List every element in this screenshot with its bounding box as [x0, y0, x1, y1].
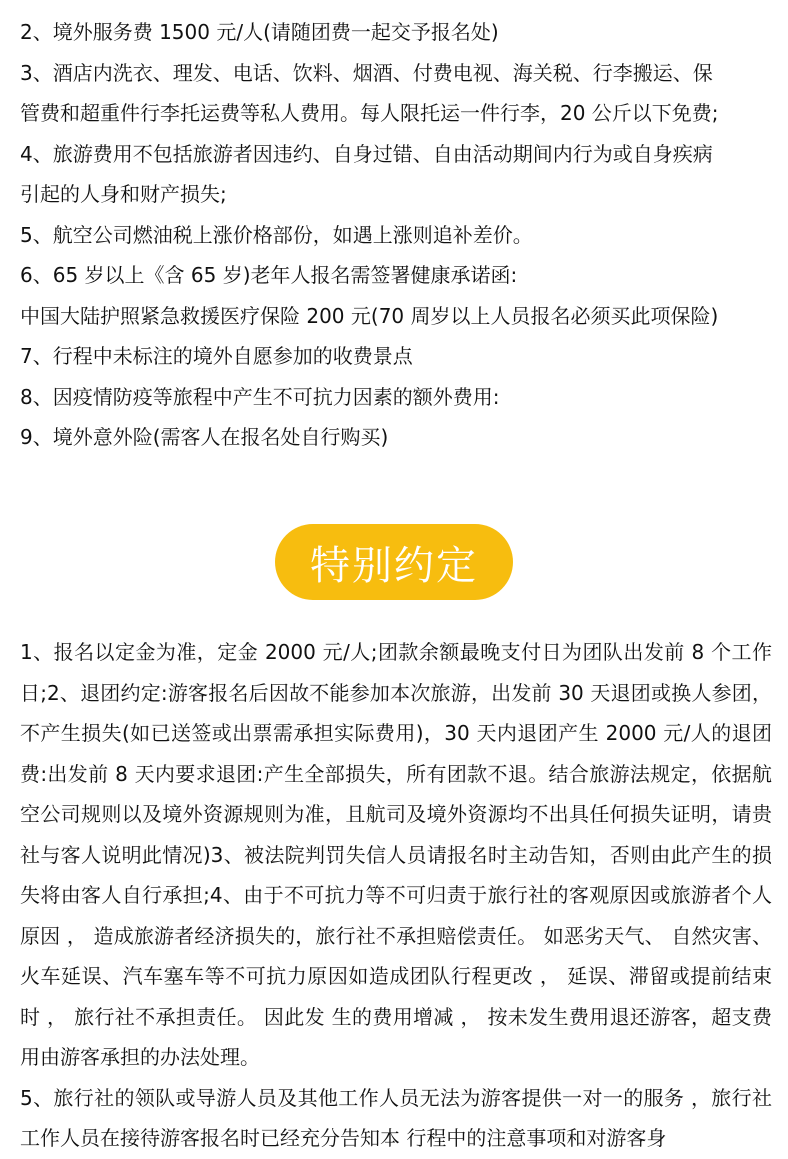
- special-heading-badge: 特别约定: [275, 524, 513, 600]
- exclusion-line: 管费和超重件行李托运费等私人费用。每人限托运一件行李，20 公斤以下免费;: [20, 101, 719, 125]
- exclusion-line: 6、65 岁以上《含 65 岁)老年人报名需签署健康承诺函:: [20, 263, 518, 287]
- exclusions-list: [20, 12, 772, 458]
- exclusion-line: 8、因疫情防疫等旅程中产生不可抗力因素的额外费用:: [20, 384, 500, 409]
- exclusion-line: 3、酒店内洗衣、理发、电话、饮料、烟酒、付费电视、海关税、行李搬运、保: [20, 60, 713, 85]
- exclusion-line: 4、旅游费用不包括旅游者因违约、自身过错、自由活动期间内行为或自身疾病: [20, 141, 713, 166]
- exclusion-line: 引起的人身和财产损失;: [20, 182, 227, 206]
- exclusion-line: 中国大陆护照紧急救援医疗保险 200 元(70 周岁以上人员报名必须买此项保险): [20, 303, 719, 328]
- exclusion-line: 5、航空公司燃油税上涨价格部份，如遇上涨则追补差价。: [20, 222, 533, 247]
- exclusion-line: 7、行程中未标注的境外自愿参加的收费景点: [20, 344, 413, 368]
- special-heading-wrap: [0, 524, 788, 600]
- special-term-paragraph: 1、报名以定金为准，定金 2000 元/人;团款余额最晚支付日为团队出发前 8 个工作日;2、退团约定:游客报名后因故不能参加本次旅游，出发前 30 天退团或换人参团，不产生损失(如已送签或出票需承担实际费用)，30 天内退团产生 2000 元/人的退团费:出发前 8 天内要求退团:产生全部损失，所有团款不退。结合旅游法规定，依据航空公司规则以及境外资源规则为准，且航司及境外资源均不出具任何损失证明，请贵社与客人说明此情况)3、被法院判罚失信人员请报名时主动告知，否则由此产生的损失将由客人自行承担;4、由于不可抗力等不可归责于旅行社的客观原因或旅游者个人原因 ， 造成旅游者经济损失的，旅行社不承担赔偿责任。 如恶劣天气、 自然灾害、火车延误、汽车塞车等不可抗力原因如造成团队行程更改 ， 延误、滞留或提前结束时 ， 旅行社不承担责任。 因此发 生的费用增减 ， 按未发生费用退还游客，超支费用由游客承担的办法处理。: [20, 640, 772, 1069]
- special-term-paragraph: 5、旅行社的领队或导游人员及其他工作人员无法为游客提供一对一的服务 ，旅行社工作人员在接待游客报名时已经充分告知本 行程中的注意事项和对游客身: [20, 1085, 772, 1150]
- special-terms: [20, 632, 772, 1159]
- exclusion-line: 2、境外服务费 1500 元/人(请随团费一起交予报名处): [20, 20, 499, 44]
- exclusion-line: 9、境外意外险(需客人在报名处自行购买): [20, 425, 389, 449]
